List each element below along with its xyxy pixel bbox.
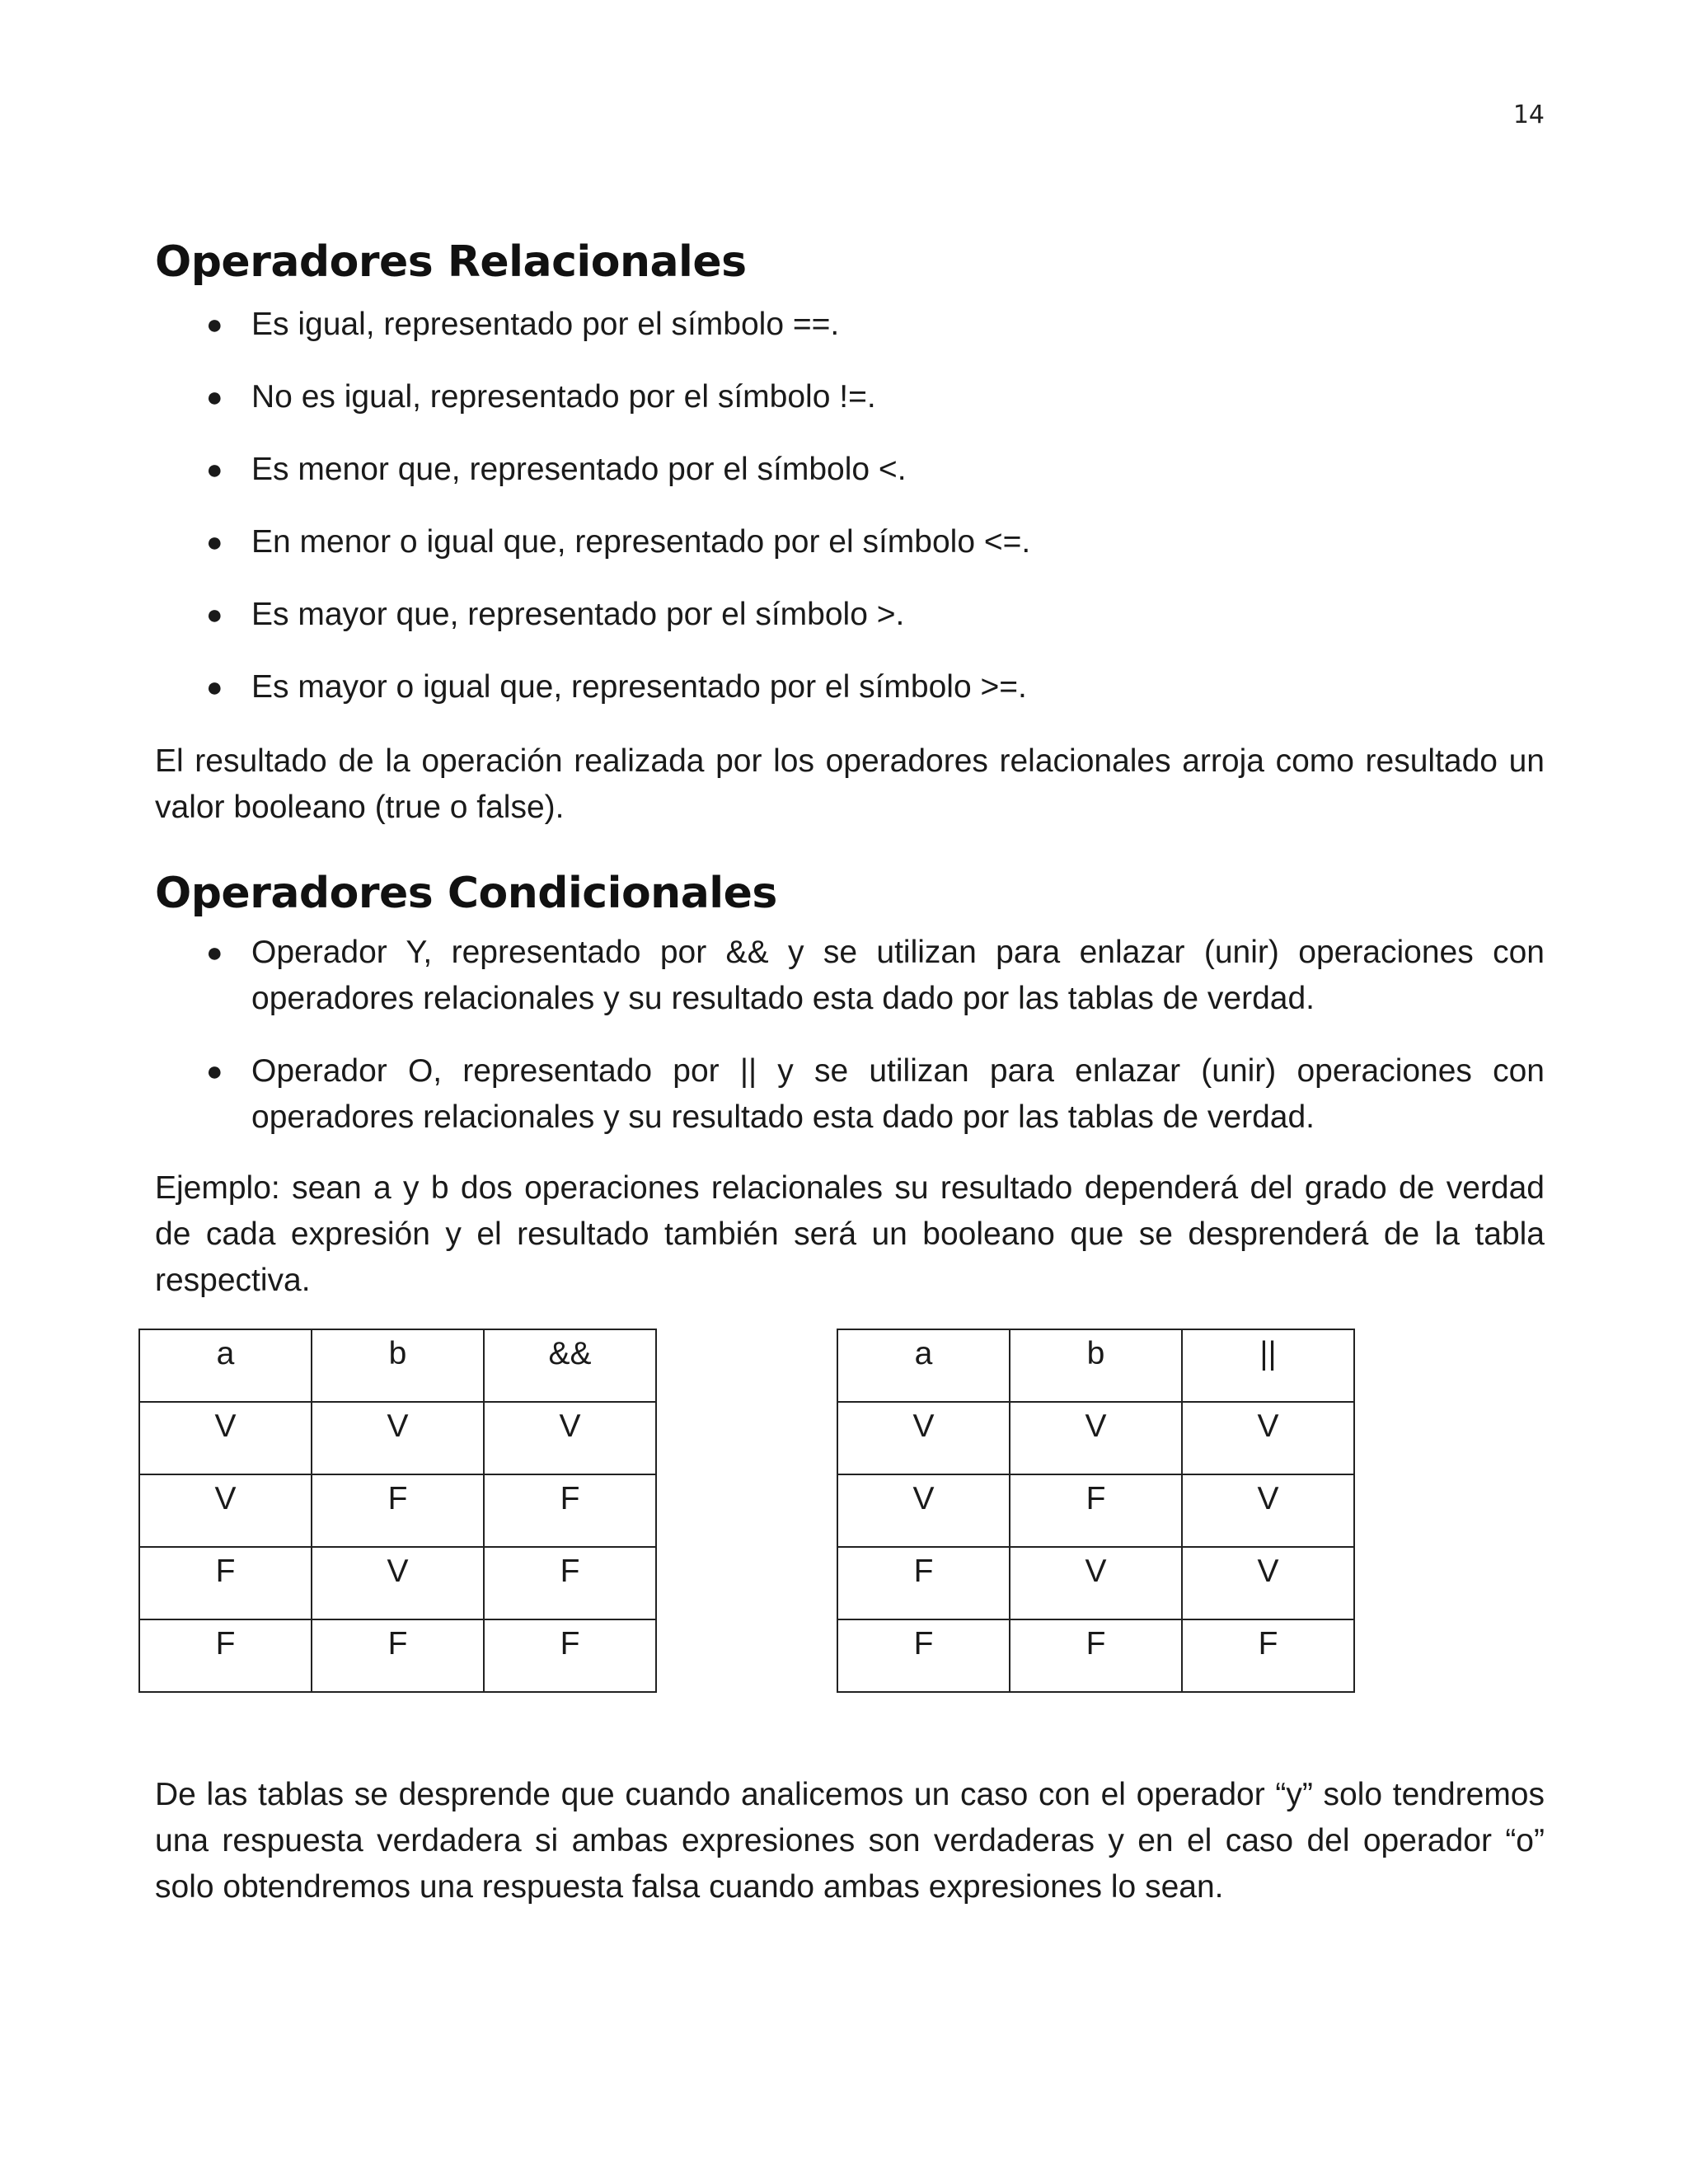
list-item — [155, 447, 1545, 493]
table-header-cell: || — [1182, 1329, 1354, 1402]
table-cell: F — [484, 1619, 656, 1692]
table-cell: F — [139, 1547, 312, 1619]
table-cell: F — [1182, 1619, 1354, 1692]
example-paragraph: Ejemplo: sean a y b dos operaciones relacionales su resultado dependerá del grado de verdad de cada expresión y el resultado también será un booleano que se desprenderá de la tabla respectiva. — [155, 1170, 1545, 1298]
table-row — [837, 1619, 1354, 1692]
heading-relational-operators: Operadores Relacionales — [155, 237, 747, 287]
table-cell: V — [484, 1402, 656, 1474]
table-header-row — [139, 1329, 656, 1402]
table-cell: V — [1010, 1547, 1182, 1619]
bullet-icon: ● — [206, 1056, 223, 1087]
table-row — [139, 1402, 656, 1474]
table-row — [139, 1547, 656, 1619]
list-item — [155, 302, 1545, 348]
list-item — [155, 519, 1545, 565]
table-cell: V — [1182, 1547, 1354, 1619]
list-item-text: Es mayor o igual que, representado por el símbolo >=. — [251, 669, 1027, 705]
table-cell: V — [139, 1474, 312, 1547]
list-item-text: Es igual, representado por el símbolo ==. — [251, 307, 840, 342]
list-item — [155, 930, 1545, 1022]
bullet-icon: ● — [206, 382, 223, 413]
table-cell: V — [837, 1474, 1010, 1547]
bullet-icon: ● — [206, 527, 223, 558]
bullet-icon: ● — [206, 599, 223, 630]
list-item — [155, 664, 1545, 710]
table-cell: F — [837, 1547, 1010, 1619]
bullet-icon: ● — [206, 672, 223, 703]
list-item-text: Es menor que, representado por el símbolo <. — [251, 452, 907, 487]
list-item-text: Es mayor que, representado por el símbolo >. — [251, 597, 905, 632]
table-cell: V — [1182, 1474, 1354, 1547]
list-item-text: Operador O, representado por || y se utilizan para enlazar (unir) operaciones con operadores relacionales y su resultado esta dado por las tablas de verdad. — [251, 1053, 1545, 1135]
table-cell: F — [837, 1619, 1010, 1692]
table-cell: F — [1010, 1474, 1182, 1547]
bullet-icon: ● — [206, 937, 223, 968]
page-number: 14 — [1512, 101, 1545, 129]
list-item — [155, 592, 1545, 638]
table-header-cell: a — [139, 1329, 312, 1402]
conclusion-paragraph: De las tablas se desprende que cuando analicemos un caso con el operador “y” solo tendremos una respuesta verdadera si ambas expresiones son verdaderas y en el caso del operador “o” solo obtendremos una respuesta falsa cuando ambas expresiones lo sean. — [155, 1777, 1545, 1905]
heading-conditional-operators: Operadores Condicionales — [155, 869, 777, 918]
list-item — [155, 374, 1545, 420]
relational-result-paragraph: El resultado de la operación realizada por los operadores relacionales arroja como resultado un valor booleano (true o false). — [155, 743, 1545, 825]
bullet-icon: ● — [206, 454, 223, 485]
table-row — [139, 1619, 656, 1692]
table-header-row — [837, 1329, 1354, 1402]
list-item — [155, 1048, 1545, 1141]
table-cell: V — [312, 1547, 484, 1619]
table-header-cell: && — [484, 1329, 656, 1402]
table-cell: F — [1010, 1619, 1182, 1692]
table-header-cell: a — [837, 1329, 1010, 1402]
truth-table-or — [837, 1329, 1355, 1693]
list-item-text: No es igual, representado por el símbolo !=. — [251, 379, 876, 415]
conditional-operators-list — [155, 930, 1545, 1167]
table-row — [837, 1547, 1354, 1619]
list-item-text: En menor o igual que, representado por el símbolo <=. — [251, 524, 1031, 560]
truth-table-and — [138, 1329, 657, 1693]
table-cell: F — [139, 1619, 312, 1692]
table-cell: F — [312, 1619, 484, 1692]
table-header-cell: b — [312, 1329, 484, 1402]
list-item-text: Operador Y, representado por && y se utilizan para enlazar (unir) operaciones con operadores relacionales y su resultado esta dado por las tablas de verdad. — [251, 935, 1545, 1016]
table-cell: F — [312, 1474, 484, 1547]
table-row — [837, 1474, 1354, 1547]
relational-operators-list — [155, 302, 1545, 737]
table-cell: V — [1010, 1402, 1182, 1474]
bullet-icon: ● — [206, 309, 223, 340]
table-row — [837, 1402, 1354, 1474]
table-cell: V — [139, 1402, 312, 1474]
table-cell: V — [837, 1402, 1010, 1474]
table-cell: V — [1182, 1402, 1354, 1474]
table-header-cell: b — [1010, 1329, 1182, 1402]
table-cell: F — [484, 1474, 656, 1547]
table-cell: V — [312, 1402, 484, 1474]
table-row — [139, 1474, 656, 1547]
table-cell: F — [484, 1547, 656, 1619]
